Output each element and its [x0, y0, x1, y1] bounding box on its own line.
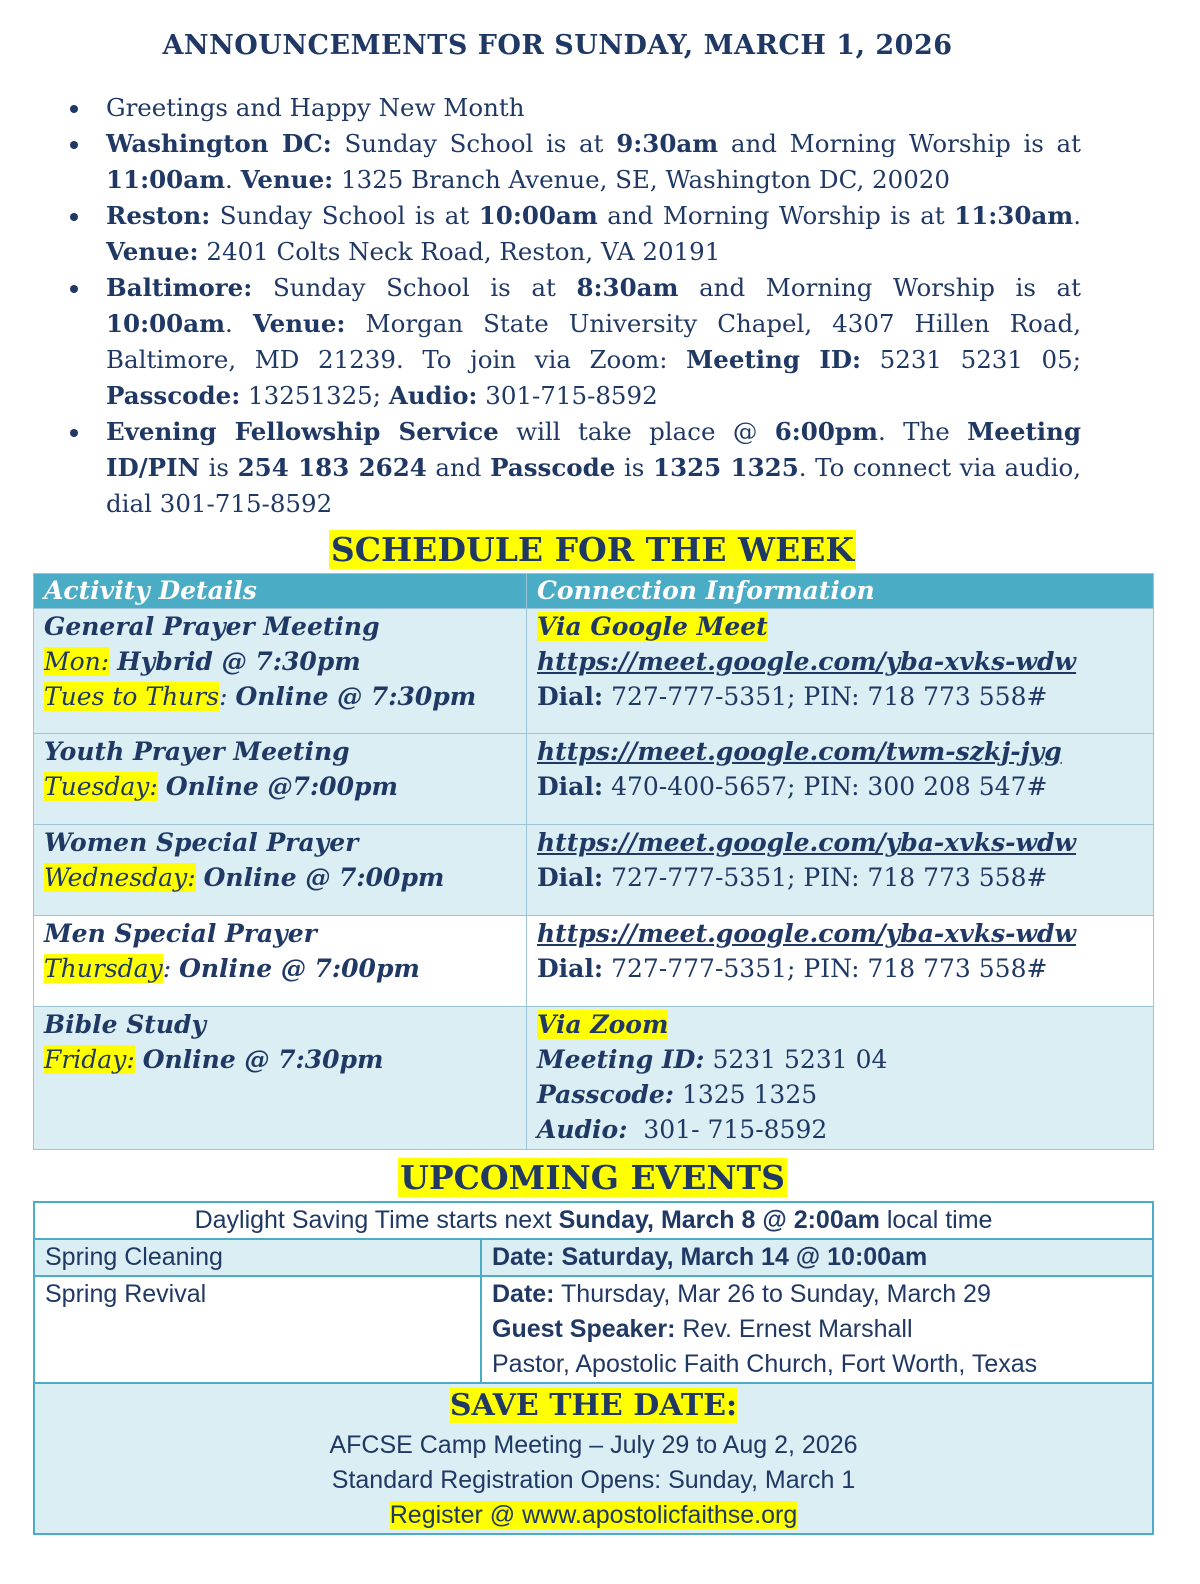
upcoming-events-heading: UPCOMING EVENTS [400, 1158, 785, 1197]
register-link[interactable]: Register @ www.apostolicfaithse.org [389, 1501, 798, 1529]
col-connection-information: Connection Information [527, 574, 1154, 609]
announcement-baltimore: Baltimore: Sunday School is at 8:30am and Morning Worship is at 10:00am. Venue: Morgan State University Chapel, 4307 Hillen Road, Baltimore, MD 21239. To join via Zoom: Meeting ID: 5231 5231 05; Passcode: 13251325; Audio: 301-715-8592 [66, 270, 1081, 414]
page-title: ANNOUNCEMENTS FOR SUNDAY, MARCH 1, 2026 [162, 30, 953, 61]
meet-link[interactable]: https://meet.google.com/twm-szkj-jyg [537, 737, 1062, 766]
table-row: Men Special Prayer Thursday: Online @ 7:00pm https://meet.google.com/yba-xvks-wdw Dial: 727-777-5351; PIN: 718 773 558# [34, 916, 1154, 1007]
table-row: Bible Study Friday: Online @ 7:30pm Via Zoom Meeting ID: 5231 5231 04 Passcode: 1325 1325 Audio: 301- 715-8592 [34, 1007, 1154, 1150]
activity-name: Men Special Prayer [44, 919, 317, 948]
announcement-reston: Reston: Sunday School is at 10:00am and Morning Worship is at 11:30am. Venue: 2401 Colts Neck Road, Reston, VA 20191 [66, 198, 1081, 270]
table-row: Youth Prayer Meeting Tuesday: Online @7:00pm https://meet.google.com/twm-szkj-jyg Dial: 470-400-5657; PIN: 300 208 547# [34, 734, 1154, 825]
activity-name: Youth Prayer Meeting [44, 737, 350, 766]
table-row: Daylight Saving Time starts next Sunday, March 8 @ 2:00am local time [34, 1202, 1153, 1239]
events-table [33, 1201, 1154, 1535]
announcement-evening-fellowship: Evening Fellowship Service will take place @ 6:00pm. The Meeting ID/PIN is 254 183 2624 and Passcode is 1325 1325. To connect via audio, dial 301-715-8592 [66, 414, 1081, 522]
meet-link[interactable]: https://meet.google.com/yba-xvks-wdw [537, 828, 1077, 857]
table-row: Spring Revival Date: Thursday, Mar 26 to Sunday, March 29 Guest Speaker: Rev. Ernest Marshall Pastor, Apostolic Faith Church, Fort Worth, Texas [34, 1276, 1153, 1383]
meet-link[interactable]: https://meet.google.com/yba-xvks-wdw [537, 647, 1077, 676]
schedule-header-row [34, 574, 1154, 609]
col-activity-details: Activity Details [34, 574, 527, 609]
table-row: Spring Cleaning Date: Saturday, March 14 @ 10:00am [34, 1239, 1153, 1276]
announcements-list [66, 90, 1081, 522]
save-the-date: SAVE THE DATE: AFCSE Camp Meeting – July 29 to Aug 2, 2026 Standard Registration Opens: Sunday, March 1 Register @ www.apostolicfaithse.org [34, 1383, 1153, 1534]
save-the-date-heading: SAVE THE DATE: [449, 1388, 738, 1423]
announcement-greeting: Greetings and Happy New Month [66, 90, 1081, 126]
meet-link[interactable]: https://meet.google.com/yba-xvks-wdw [537, 919, 1077, 948]
schedule-table [33, 573, 1154, 1150]
table-row: General Prayer Meeting Mon: Hybrid @ 7:30pm Tues to Thurs: Online @ 7:30pm Via Google Meet https://meet.google.com/yba-xvks-wdw Dial: 727-777-5351; PIN: 718 773 558# [34, 609, 1154, 734]
table-row: Women Special Prayer Wednesday: Online @ 7:00pm https://meet.google.com/yba-xvks-wdw Dial: 727-777-5351; PIN: 718 773 558# [34, 825, 1154, 916]
activity-name: Bible Study [44, 1010, 206, 1039]
schedule-heading: SCHEDULE FOR THE WEEK [330, 530, 855, 569]
activity-name: General Prayer Meeting [44, 612, 380, 641]
announcement-washington-dc: Washington DC: Sunday School is at 9:30am and Morning Worship is at 11:00am. Venue: 1325 Branch Avenue, SE, Washington DC, 20020 [66, 126, 1081, 198]
activity-name: Women Special Prayer [44, 828, 359, 857]
